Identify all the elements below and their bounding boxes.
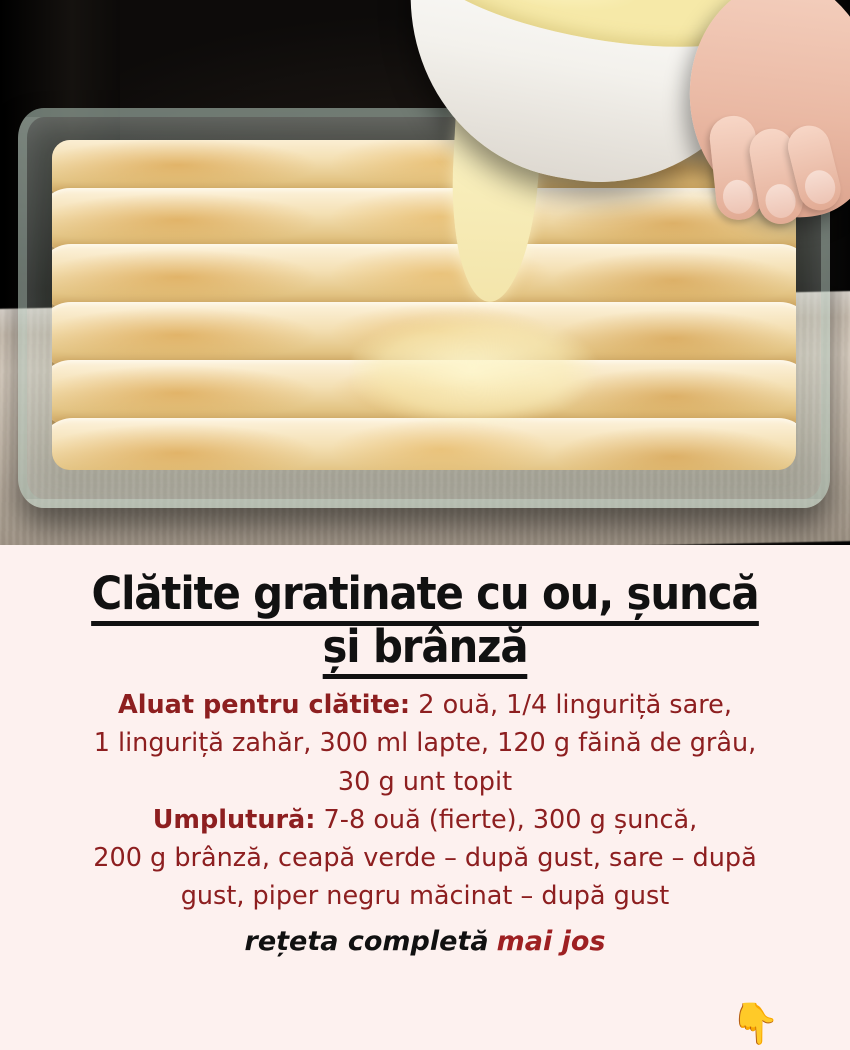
filling-section-line-3: gust, piper negru măcinat – după gust (180, 881, 670, 912)
filling-section-line-2: 200 g brânză, ceapă verde – după gust, sare – după (93, 843, 757, 873)
poured-sauce-pool (352, 310, 652, 460)
recipe-title-line-1: Clătite gratinate cu ou, șuncă (91, 567, 758, 626)
dough-section-line-3: 30 g unt topit (337, 766, 513, 797)
dough-section-label: Aluat pentru clătite: (118, 690, 411, 721)
recipe-title-line-2: și brânză (322, 620, 527, 679)
footer-accent-text: mai jos (496, 926, 606, 958)
dough-section-line-1 (32, 687, 818, 723)
fingernail (721, 178, 754, 215)
recipe-text-block (0, 545, 850, 1050)
ingredients-list (26, 687, 824, 914)
pointing-down-icon: 👇 (730, 1001, 780, 1047)
rolled-crepe (52, 188, 796, 252)
filling-section-text-1: 7-8 ouă (fierte), 300 g șuncă, (315, 804, 698, 835)
filling-section-label: Umplutură: (152, 804, 316, 835)
crepes-stack (52, 140, 796, 470)
fingernail (801, 167, 838, 207)
dough-section-line-2: 1 linguriță zahăr, 300 ml lapte, 120 g făină de grâu, (93, 728, 757, 759)
rolled-crepe (52, 244, 796, 310)
footer-callout (26, 926, 824, 957)
filling-section-line-1 (32, 802, 818, 838)
recipe-title (54, 567, 796, 673)
fingernail (763, 182, 798, 221)
dough-section-text-1: 2 ouă, 1/4 linguriță sare, (410, 690, 732, 721)
footer-text: rețeta completă (244, 926, 489, 958)
